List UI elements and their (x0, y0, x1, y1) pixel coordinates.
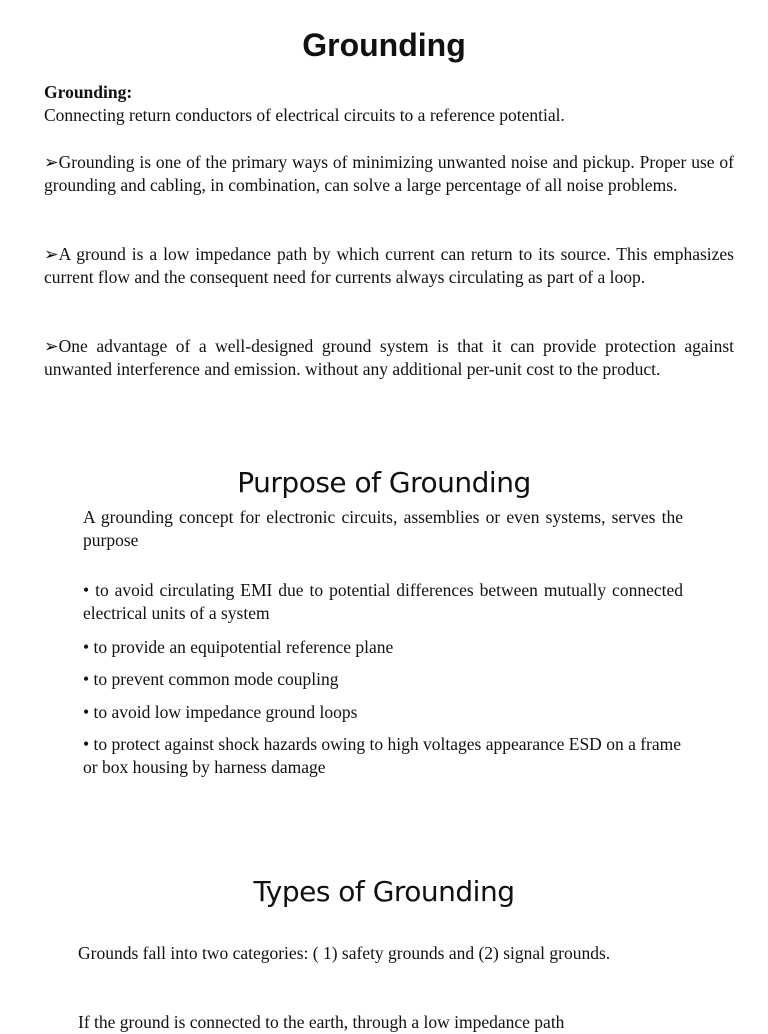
section-title-types: Types of Grounding (253, 875, 515, 908)
grounding-point-1: ➢Grounding is one of the primary ways of minimizing unwanted noise and pickup. Proper use of grounding and cabling, in combination, can solve a large percentage of all noise problems. (44, 152, 734, 195)
purpose-bullet-1: • to avoid circulating EMI due to potential differences between mutually connected electrical units of a system (83, 580, 683, 623)
purpose-bullet-4: • to avoid low impedance ground loops (83, 702, 358, 722)
types-partial-line: If the ground is connected to the earth, through a low impedance path (78, 1012, 565, 1032)
types-intro: Grounds fall into two categories: ( 1) safety grounds and (2) signal grounds. (78, 943, 611, 963)
purpose-intro: A grounding concept for electronic circuits, assemblies or even systems, serves the purpose (83, 507, 683, 550)
section-title-grounding: Grounding (302, 27, 466, 63)
definition-term: Grounding: (44, 82, 133, 102)
purpose-bullet-5: • to protect against shock hazards owing to high voltages appearance ESD on a frame or box housing by harness damage (83, 734, 682, 777)
purpose-bullet-2: • to provide an equipotential reference plane (83, 637, 394, 657)
definition-text: Connecting return conductors of electrical circuits to a reference potential. (44, 105, 565, 125)
grounding-point-2: ➢A ground is a low impedance path by which current can return to its source. This emphasizes current flow and the consequent need for currents always circulating as part of a loop. (44, 244, 734, 287)
definition-block (44, 81, 734, 127)
section-title-purpose: Purpose of Grounding (237, 466, 531, 499)
grounding-point-3: ➢One advantage of a well-designed ground system is that it can provide protection against unwanted interference and emission. without any additional per-unit cost to the product. (44, 336, 734, 379)
purpose-bullet-3: • to prevent common mode coupling (83, 669, 339, 689)
